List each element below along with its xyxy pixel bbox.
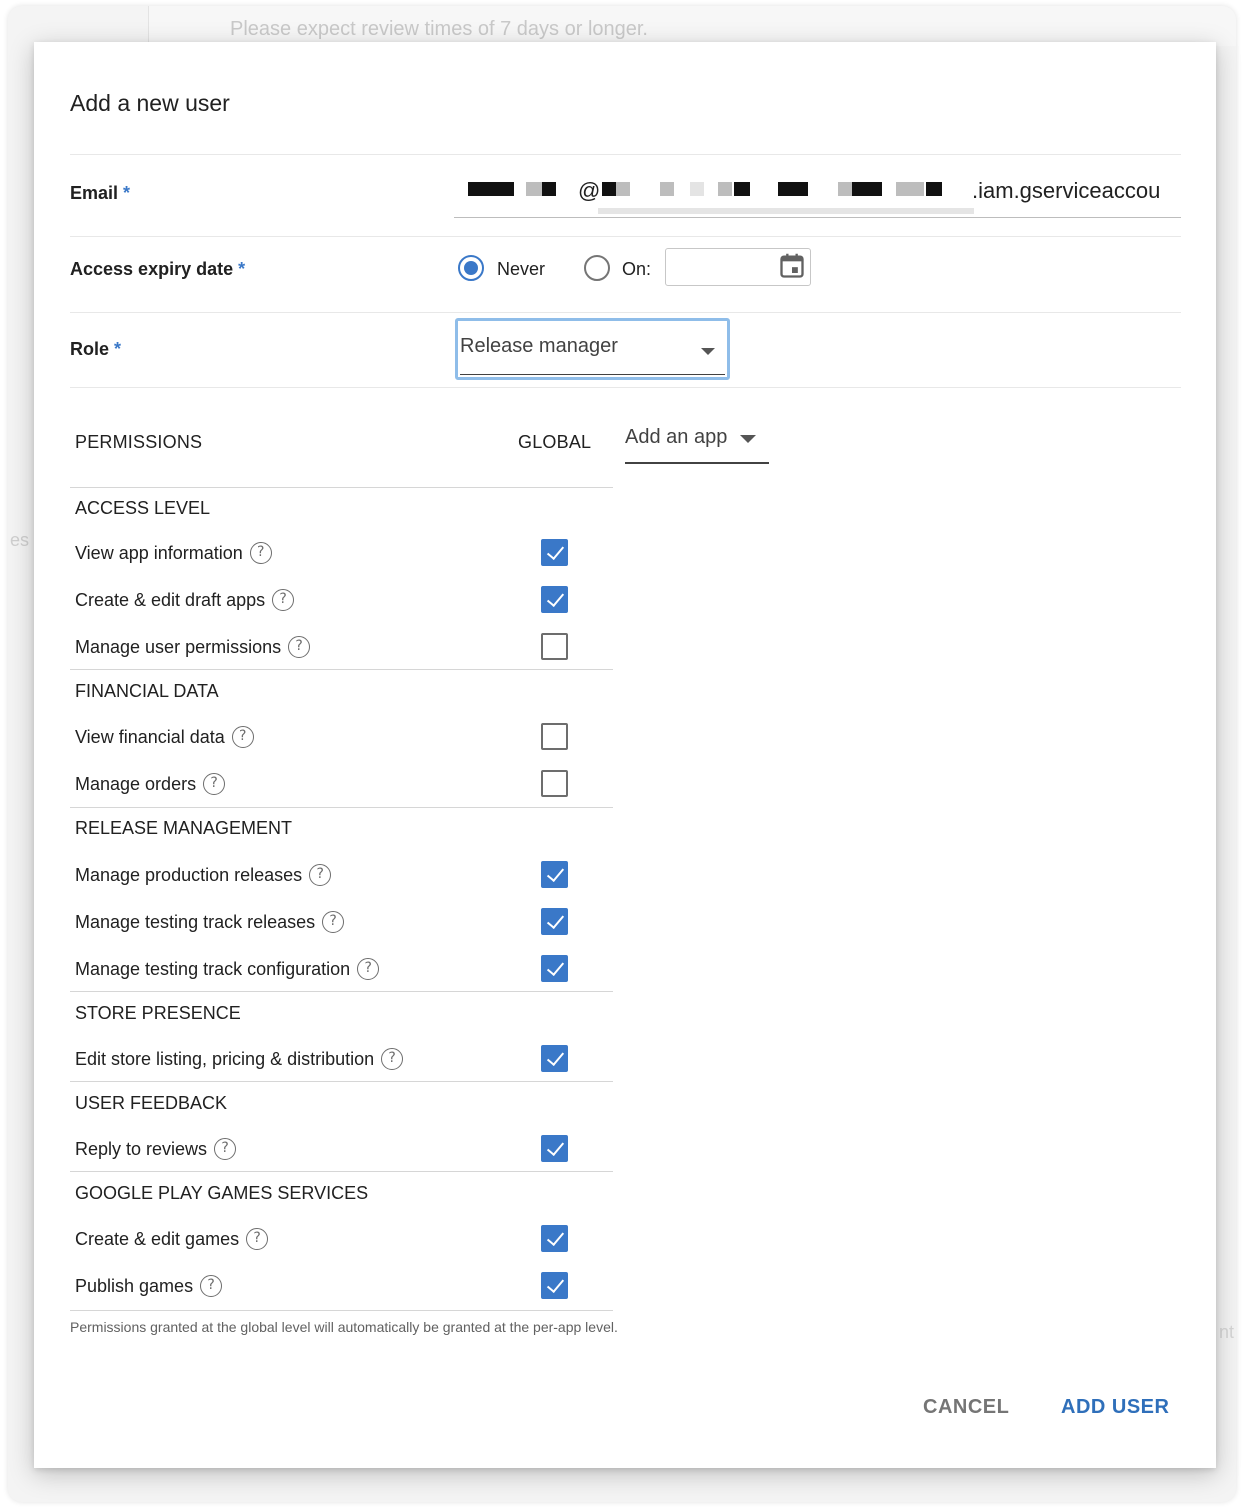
checkbox-publish-games[interactable] xyxy=(541,1272,568,1299)
perm-publish-games xyxy=(75,1272,613,1302)
chevron-down-icon xyxy=(701,348,715,355)
help-icon[interactable]: ? xyxy=(272,589,294,611)
redacted-block xyxy=(852,182,882,196)
perm-view-app-information xyxy=(75,539,613,569)
access-expiry-label xyxy=(70,259,245,280)
help-icon[interactable]: ? xyxy=(309,864,331,886)
perm-edit-store-listing xyxy=(75,1045,613,1075)
perm-label-text: Reply to reviews xyxy=(75,1138,208,1159)
checkbox-manage-user-permissions[interactable] xyxy=(541,633,568,660)
section-divider xyxy=(70,669,613,670)
role-select-inner xyxy=(460,323,725,375)
perm-reply-to-reviews xyxy=(75,1135,613,1165)
section-divider xyxy=(70,1310,613,1311)
checkbox-view-financial-data[interactable] xyxy=(541,723,568,750)
perm-label xyxy=(75,958,379,980)
perm-manage-testing-track-releases xyxy=(75,908,613,938)
redacted-block xyxy=(616,182,630,196)
perm-label xyxy=(75,1275,222,1297)
redacted-block xyxy=(778,182,808,196)
on-date-radio-label[interactable]: On: xyxy=(622,259,652,279)
chevron-down-icon xyxy=(740,435,756,443)
redacted-block xyxy=(838,182,852,196)
redacted-block xyxy=(896,182,924,196)
perm-label xyxy=(75,1228,268,1250)
perm-label-text: Create & edit draft apps xyxy=(75,589,266,610)
perm-label xyxy=(75,1048,403,1070)
never-radio[interactable] xyxy=(458,255,484,281)
perm-manage-production-releases xyxy=(75,861,613,891)
section-title-release-management: RELEASE MANAGEMENT xyxy=(75,818,293,838)
perm-label-text: Edit store listing, pricing & distribution xyxy=(75,1048,375,1069)
permissions-header: PERMISSIONS xyxy=(75,432,203,452)
section-divider xyxy=(70,991,613,992)
help-icon[interactable]: ? xyxy=(288,636,310,658)
required-mark: * xyxy=(123,183,131,203)
redacted-block xyxy=(468,182,514,196)
perm-label xyxy=(75,864,331,886)
redacted-block xyxy=(690,182,704,196)
checkbox-create-edit-draft-apps[interactable] xyxy=(541,586,568,613)
perm-label-text: Create & edit games xyxy=(75,1228,240,1249)
calendar-icon[interactable] xyxy=(778,252,806,280)
redacted-block xyxy=(718,182,732,196)
email-at-sign: @ xyxy=(578,178,601,203)
access-expiry-label-text: Access expiry date xyxy=(70,259,234,279)
never-radio-label[interactable]: Never xyxy=(497,259,546,279)
perm-label-text: View app information xyxy=(75,542,243,563)
help-icon[interactable]: ? xyxy=(381,1048,403,1070)
redacted-block xyxy=(926,182,942,196)
perm-manage-user-permissions xyxy=(75,633,613,663)
perm-label xyxy=(75,911,344,933)
email-suffix: .iam.gserviceaccou xyxy=(972,178,1161,203)
help-icon[interactable]: ? xyxy=(200,1275,222,1297)
help-icon[interactable]: ? xyxy=(250,542,272,564)
add-app-dropdown[interactable] xyxy=(625,420,769,464)
perm-view-financial-data xyxy=(75,723,613,753)
global-column-header: GLOBAL xyxy=(518,432,592,452)
cancel-button[interactable]: CANCEL xyxy=(923,1396,1010,1418)
background-right-fragment: nt xyxy=(1218,1322,1234,1342)
permissions-footnote: Permissions granted at the global level will automatically be granted at the per-app level. xyxy=(70,1319,618,1335)
role-select-value: Release manager xyxy=(460,335,618,357)
email-field[interactable] xyxy=(454,174,1181,218)
checkbox-manage-testing-track-releases[interactable] xyxy=(541,908,568,935)
email-redaction-bar xyxy=(598,208,974,214)
role-select[interactable] xyxy=(455,318,730,380)
section-divider xyxy=(70,807,613,808)
section-divider xyxy=(70,1171,613,1172)
on-date-radio[interactable] xyxy=(584,255,610,281)
section-title-user-feedback: USER FEEDBACK xyxy=(75,1093,228,1113)
checkbox-manage-testing-track-configuration[interactable] xyxy=(541,955,568,982)
checkbox-manage-orders[interactable] xyxy=(541,770,568,797)
help-icon[interactable]: ? xyxy=(246,1228,268,1250)
section-divider xyxy=(70,1081,613,1082)
section-title-financial-data: FINANCIAL DATA xyxy=(75,681,219,701)
perm-label-text: View financial data xyxy=(75,726,225,747)
redacted-block xyxy=(526,182,542,196)
perm-label xyxy=(75,589,294,611)
checkbox-view-app-information[interactable] xyxy=(541,539,568,566)
email-label-text: Email xyxy=(70,183,119,203)
help-icon[interactable]: ? xyxy=(232,726,254,748)
perm-label-text: Manage testing track configuration xyxy=(75,958,351,979)
perm-label xyxy=(75,542,272,564)
help-icon[interactable]: ? xyxy=(203,773,225,795)
checkbox-create-edit-games[interactable] xyxy=(541,1225,568,1252)
email-label xyxy=(70,183,130,204)
help-icon[interactable]: ? xyxy=(357,958,379,980)
perm-label xyxy=(75,773,225,795)
perm-label-text: Manage testing track releases xyxy=(75,911,316,932)
required-mark: * xyxy=(238,259,246,279)
perm-label-text: Publish games xyxy=(75,1275,194,1296)
role-label-text: Role xyxy=(70,339,110,359)
perm-manage-orders xyxy=(75,770,613,800)
perm-manage-testing-track-configuration xyxy=(75,955,613,985)
expiry-date-input[interactable] xyxy=(665,248,811,286)
help-icon[interactable]: ? xyxy=(322,911,344,933)
add-user-button[interactable]: ADD USER xyxy=(1061,1396,1170,1418)
perm-label xyxy=(75,636,310,658)
perm-label xyxy=(75,1138,236,1160)
section-divider xyxy=(70,487,613,488)
add-app-label: Add an app xyxy=(625,426,728,448)
redacted-block xyxy=(660,182,674,196)
required-mark: * xyxy=(114,339,122,359)
checkbox-edit-store-listing[interactable] xyxy=(541,1045,568,1072)
role-label xyxy=(70,339,121,360)
email-suffix-text: iam.gserviceaccou xyxy=(978,178,1161,203)
perm-label xyxy=(75,726,254,748)
background-left-fragment: es xyxy=(10,530,30,550)
perm-create-edit-draft-apps xyxy=(75,586,613,616)
help-icon[interactable]: ? xyxy=(214,1138,236,1160)
perm-label-text: Manage production releases xyxy=(75,864,303,885)
perm-label-text: Manage user permissions xyxy=(75,636,282,657)
redacted-block xyxy=(542,182,556,196)
add-user-dialog xyxy=(34,42,1216,1468)
section-title-google-play-games-services: GOOGLE PLAY GAMES SERVICES xyxy=(75,1183,369,1203)
checkbox-reply-to-reviews[interactable] xyxy=(541,1135,568,1162)
section-title-store-presence: STORE PRESENCE xyxy=(75,1003,241,1023)
background-notice: Please expect review times of 7 days or longer. xyxy=(230,18,648,40)
dialog-title: Add a new user xyxy=(70,90,230,116)
perm-label-text: Manage orders xyxy=(75,773,197,794)
perm-create-edit-games xyxy=(75,1225,613,1255)
redacted-block xyxy=(734,182,750,196)
checkbox-manage-production-releases[interactable] xyxy=(541,861,568,888)
section-title-access-level: ACCESS LEVEL xyxy=(75,498,211,518)
redacted-block xyxy=(602,182,616,196)
